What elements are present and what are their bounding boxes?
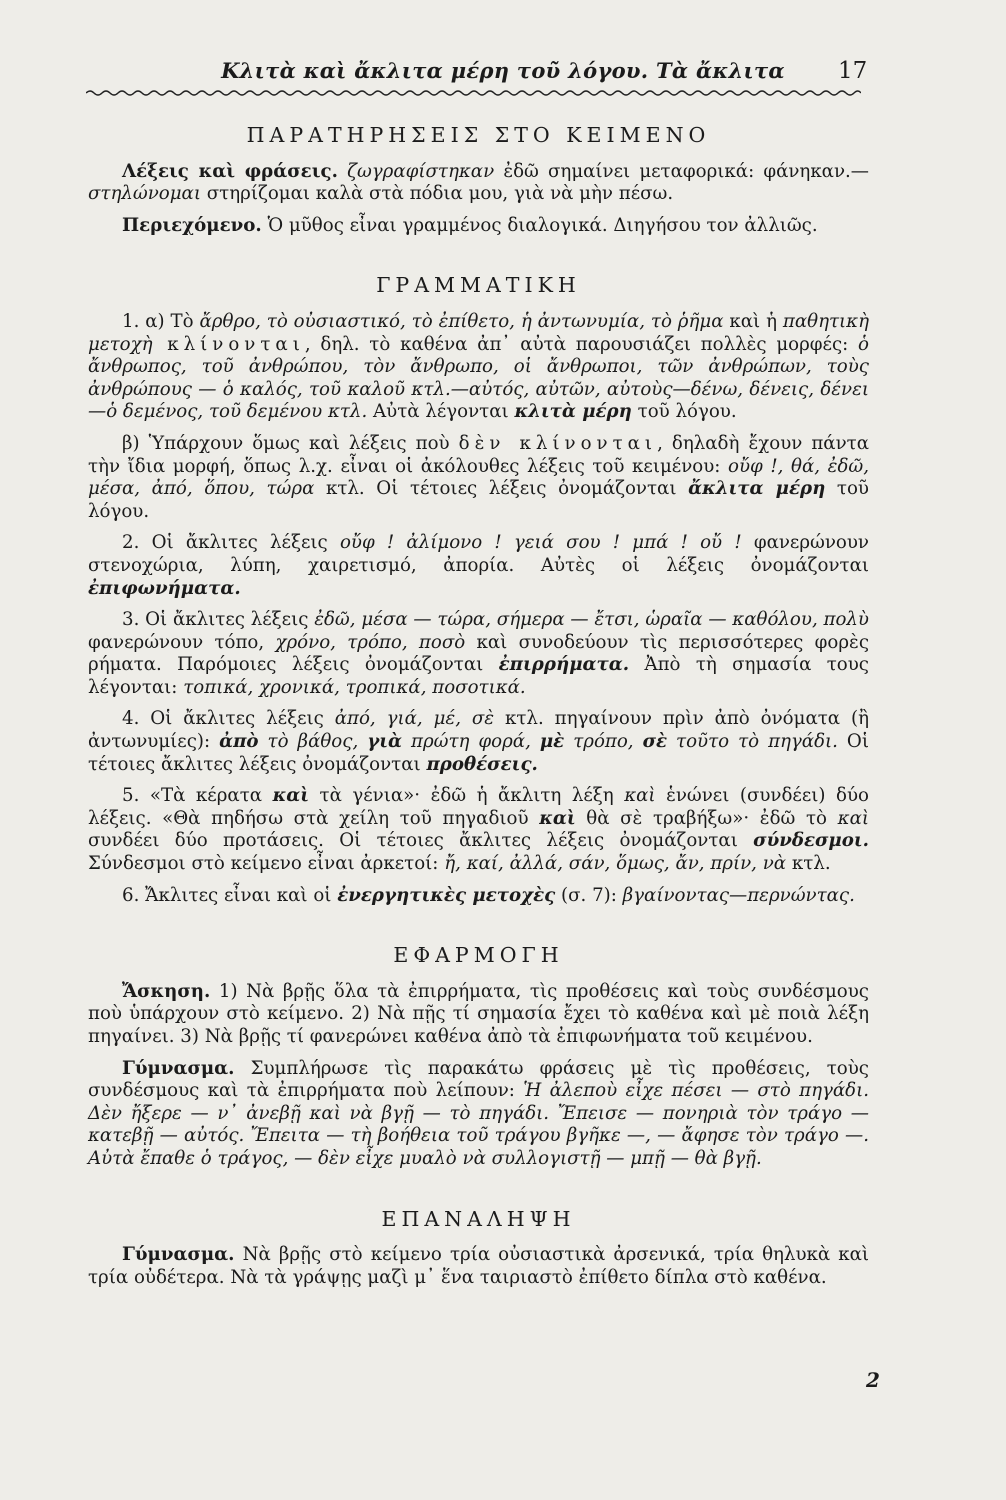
term-bold-italic: ἀπὸ — [219, 731, 259, 753]
content-label: Περιεχόμενο. — [122, 214, 262, 236]
grammar-paragraph-3 — [88, 609, 869, 699]
inline-text: 5. «Τὰ κέρατα — [122, 785, 273, 807]
term-bold-italic: ἄκλιτα μέρη — [688, 478, 826, 500]
inline-text: 2. Οἱ ἄκλιτες λέξεις — [122, 532, 340, 554]
inline-italic: τοπικά, χρονικά, τροπικά, ποσοτικά. — [183, 676, 526, 698]
inline-italic: Ἡ ἀλεποὺ εἶχε πέσει — στὸ πηγάδι. Δὲν ἤξερε — ν᾽ ἀνεβῇ καὶ νὰ βγῇ — τὸ πηγάδι. Ἔπεισε — πονηριὰ τὸν τράγο — κατεβῇ — αὐτός. Ἔπειτα — τὴ βοήθεια τοῦ τράγου βγῆκε —, — ἄφησε τὸν τράγο —. Αὐτὰ ἔπαθε ὁ τράγος, — δὲν εἶχε μυαλὸ νὰ συλλογιστῇ — μπῇ — θὰ βγῇ. — [88, 1080, 869, 1169]
inline-text: Αὐτὰ λέγονται — [367, 401, 515, 423]
inline-text: 1. α) Τὸ — [122, 310, 200, 332]
words-phrases-label: Λέξεις καὶ φράσεις. — [122, 160, 338, 182]
wavy-header-rule — [86, 88, 861, 98]
term-bold-italic: μὲ — [539, 731, 565, 753]
inline-text: , δηλ. τὸ καθένα ἀπ᾽ αὐτὰ παρουσιάζει πολλὲς μορφές: — [304, 333, 859, 355]
inline-text: κτλ. πηγαίνουν πρὶν ἀπὸ ὀνόματα (ἢ ἀντωνυμίες): — [88, 708, 869, 753]
term-bold-italic: ἐπιρρήματα. — [498, 654, 630, 676]
page-content — [88, 124, 869, 1298]
inline-text: τοῦ λόγου. — [88, 478, 869, 522]
inline-italic: οὔφ ! ἀλίμονο ! γειά σου ! μπά ! οὔ ! — [339, 532, 742, 554]
term-bold-italic: προθέσεις. — [426, 753, 538, 775]
inline-text: 4. Οἱ ἄκλιτες λέξεις — [122, 708, 335, 730]
term-bold-italic: σύνδεσμοι. — [753, 830, 869, 852]
inline-text: κτλ. — [786, 853, 831, 875]
inline-italic: τοῦτο τὸ πηγάδι. — [667, 731, 838, 753]
exercise-paragraph — [88, 981, 869, 1049]
page-number: 17 — [838, 58, 868, 84]
inline-italic: ὁ ἄνθρωπος, τοῦ ἀνθρώπου, τὸν ἄνθρωπο, οἱ ἄνθρωποι, τῶν ἀνθρώπων, τοὺς ἀνθρώπους — ὁ καλός, τοῦ καλοῦ κτλ.—αὐτός, αὐτῶν, αὐτοὺς—δένω, δένεις, δένει—ὁ δεμένος, τοῦ δεμένου κτλ. — [88, 333, 869, 423]
inline-text: τοῦ λόγου. — [631, 401, 737, 423]
inline-text: καὶ ἡ — [723, 310, 783, 332]
inline-italic: ζωγραφίστηκαν — [347, 160, 495, 182]
term-bold-italic: γιὰ — [367, 731, 403, 753]
running-header-title: Κλιτὰ καὶ ἄκλιτα μέρη τοῦ λόγου. Τὰ ἄκλιτα — [221, 58, 785, 83]
drill-label: Γύμνασμα. — [122, 1057, 235, 1079]
review-drill-label: Γύμνασμα. — [122, 1244, 235, 1266]
grammar-paragraph-4 — [88, 708, 869, 776]
term-bold-italic: κλιτὰ μέρη — [514, 401, 632, 423]
inline-text: θὰ σὲ τραβήξω»· ἐδῶ τὸ — [575, 807, 838, 829]
inline-text: κτλ. Οἱ τέτοιες λέξεις ὀνομάζονται — [314, 478, 689, 500]
content-paragraph — [88, 215, 869, 238]
inline-text: (σ. 7): — [555, 884, 623, 906]
inline-italic: πρώτη φορά, — [402, 731, 540, 753]
inline-text: στηρίζομαι καλὰ στὰ πόδια μου, γιὰ νὰ μὴν πέσω. — [200, 183, 674, 205]
inline-italic: ἐδῶ, μέσα — τώρα, σήμερα — ἔτσι, ὡραῖα — καθόλου, πολὺ — [314, 609, 869, 631]
inline-text: ἐδῶ σημαίνει μεταφορικά: φάνηκαν.— — [494, 160, 869, 182]
application-heading: ΕΦΑΡΜΟΓΗ — [393, 943, 564, 968]
inline-text: β) Ὑπάρχουν ὅμως καὶ λέξεις ποὺ — [122, 432, 459, 454]
term-bold-italic: ἐνεργητικὲς μετοχὲς — [337, 884, 556, 906]
inline-text: Οἱ τέτοιες ἄκλιτες λέξεις ὀνομάζονται — [88, 731, 869, 775]
inline-text: ἑνώνει (συνδέει) δύο λέξεις. «Θὰ πηδήσω στὰ χείλη τοῦ πηγαδιοῦ — [88, 785, 869, 829]
inline-text: φανερώνουν τόπο, — [88, 631, 276, 653]
inline-text: Ὁ μῦθος εἶναι γραμμένος διαλογικά. Διηγήσου τον ἀλλιῶς. — [261, 214, 818, 236]
inline-text: Ἀπὸ τὴ σημασία τους λέγονται: — [88, 654, 869, 698]
inline-italic: παθητικὴ μετοχὴ — [88, 310, 869, 355]
inline-italic: οὔφ !, θά, ἐδῶ, μέσα, ἀπό, ὅπου, τώρα — [88, 455, 869, 500]
spaced-text: δὲν κλίνονται — [458, 432, 658, 454]
inline-italic: ἄρθρο, τὸ οὐσιαστικό, τὸ ἐπίθετο, ἡ ἀντωνυμία, τὸ ῥῆμα — [199, 310, 724, 332]
inline-text: συνδέει δύο προτάσεις. Οἱ τέτοιες ἄκλιτες λέξεις ὀνομάζονται — [88, 830, 754, 852]
drill-paragraph — [88, 1058, 869, 1171]
inline-text: 6. Ἄκλιτες εἶναι καὶ οἱ — [122, 884, 338, 906]
grammar-paragraph-1a — [88, 311, 869, 424]
inline-text: Συμπλήρωσε τὶς παρακάτω φράσεις μὲ τὶς προθέσεις, τοὺς συνδέσμους καὶ τὰ ἐπιρρήματα ποὺ λείπουν: — [88, 1057, 869, 1102]
inline-italic: ἀπό, γιά, μέ, σὲ — [334, 708, 495, 730]
grammar-heading: ΓΡΑΜΜΑΤΙΚΗ — [376, 273, 581, 298]
inline-italic: καὶ — [837, 807, 869, 829]
review-heading: ΕΠΑΝΑΛΗΨΗ — [381, 1206, 576, 1231]
grammar-paragraph-1b — [88, 433, 869, 523]
inline-text: Νὰ βρῇς στὸ κείμενο τρία οὐσιαστικὰ ἀρσενικά, τρία θηλυκὰ καὶ τρία οὐδέτερα. Νὰ τὰ γράψῃς μαζὶ μ᾽ ἕνα ταιριαστὸ ἐπίθετο δίπλα στὸ καθένα. — [88, 1244, 869, 1288]
inline-text: 1) Νὰ βρῇς ὅλα τὰ ἐπιρρήματα, τὶς προθέσεις καὶ τοὺς συνδέσμους ποὺ ὑπάρχουν στὸ κείμενο. 2) Νὰ πῇς τί σημασία ἔχει τὸ καθένα καὶ μὲ ποιὰ λέξη πηγαίνει. 3) Νὰ βρῇς τί φανερώνει καθένα ἀπὸ τὰ ἐπιφωνήματα τοῦ κειμένου. — [88, 980, 869, 1047]
observations-heading: ΠΑΡΑΤΗΡΗΣΕΙΣ ΣΤΟ ΚΕΙΜΕΝΟ — [246, 123, 711, 147]
words-phrases-paragraph — [88, 161, 869, 206]
inline-italic: τρόπο, — [564, 731, 643, 753]
signature-mark: 2 — [866, 1368, 880, 1392]
inline-text: φανερώνουν στενοχώρια, λύπη, χαιρετισμό, ἀπορία. Αὐτὲς οἱ λέξεις ὀνομάζονται — [88, 532, 869, 576]
inline-text: καὶ συνοδεύουν τὶς περισσότερες φορὲς ρήματα. Παρόμοιες λέξεις ὀνομάζονται — [88, 631, 870, 676]
term-bold-italic: σὲ — [642, 731, 668, 753]
review-drill-paragraph — [88, 1244, 869, 1289]
inline-italic: χρόνο, τρόπο, ποσὸ — [275, 631, 466, 653]
grammar-paragraph-6 — [88, 885, 869, 908]
inline-italic: ἤ, καί, ἀλλά, σάν, ὅμως, ἄν, πρίν, νὰ — [444, 853, 787, 875]
exercise-label: Ἄσκηση. — [122, 980, 211, 1002]
inline-italic: στηλώνομαι — [88, 183, 201, 205]
grammar-paragraph-5 — [88, 785, 869, 875]
inline-text: Σύνδεσμοι στὸ κείμενο εἶναι ἀρκετοί: — [88, 853, 445, 875]
term-bold-italic: καὶ — [539, 807, 576, 829]
inline-text: 3. Οἱ ἄκλιτες λέξεις — [122, 609, 315, 631]
inline-text: , δηλαδὴ ἔχουν πάντα τὴν ἴδια μορφή, ὅπως λ.χ. εἶναι οἱ ἀκόλουθες λέξεις τοῦ κειμένου: — [88, 432, 869, 477]
inline-italic: βγαίνοντας—περνώντας. — [622, 884, 855, 906]
spaced-text: κλίνονται — [152, 333, 305, 355]
term-bold-italic: καὶ — [272, 785, 309, 807]
term-bold-italic: ἐπιφωνήματα. — [88, 577, 241, 599]
inline-italic: τὸ βάθος, — [258, 731, 368, 753]
inline-text: τὰ γένια»· ἐδῶ ἡ ἄκλιτη λέξη — [309, 785, 625, 807]
inline-italic: καὶ — [624, 785, 656, 807]
grammar-paragraph-2 — [88, 532, 869, 600]
